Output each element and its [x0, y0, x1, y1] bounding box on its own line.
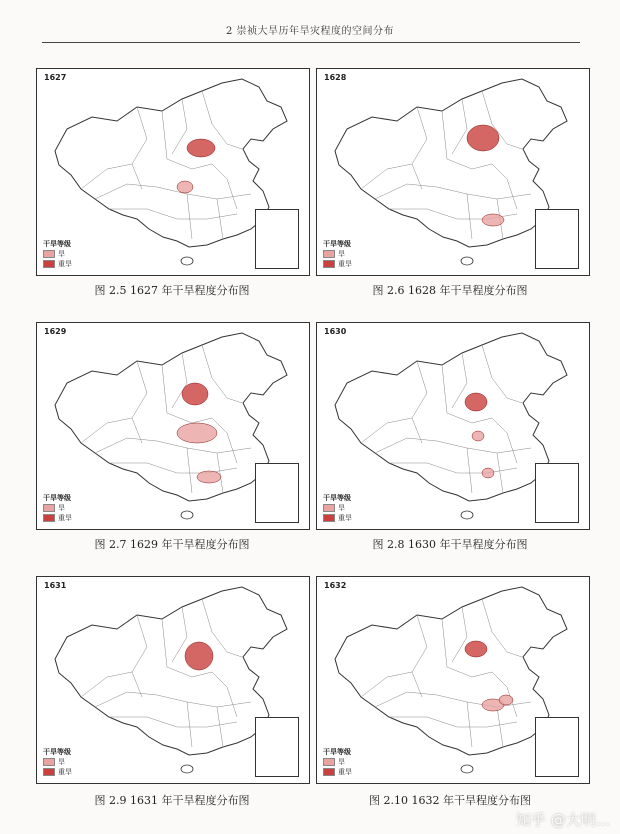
south-china-sea-inset	[535, 717, 579, 777]
country-outline	[55, 79, 287, 247]
hainan-island	[181, 257, 193, 265]
province-border	[162, 365, 237, 463]
province-border	[412, 107, 427, 189]
hainan-island	[461, 257, 473, 265]
legend-label-severe-drought: 重旱	[338, 768, 352, 776]
map-year-label: 1631	[44, 581, 67, 590]
map-legend	[323, 239, 352, 269]
legend-label-drought: 旱	[58, 250, 65, 258]
province-border	[467, 194, 472, 239]
hainan-island	[461, 511, 473, 519]
legend-swatch-drought	[43, 250, 55, 258]
map-legend	[43, 239, 72, 269]
header-rule	[42, 42, 580, 43]
watermark: 知乎 @大明...	[515, 811, 610, 829]
drought-region	[465, 641, 487, 657]
drought-region	[482, 468, 494, 478]
map-year-label: 1632	[324, 581, 347, 590]
legend-swatch-drought	[323, 250, 335, 258]
legend-title: 干旱等级	[323, 240, 351, 248]
legend-label-severe-drought: 重旱	[338, 260, 352, 268]
map-legend	[43, 747, 72, 777]
province-border	[389, 717, 517, 727]
map-panel-1630	[316, 322, 590, 530]
drought-region	[187, 139, 215, 157]
south-china-sea-inset	[255, 717, 299, 777]
country-outline	[335, 333, 567, 501]
province-border	[217, 707, 223, 747]
legend-swatch-drought	[323, 504, 335, 512]
province-border	[187, 194, 192, 239]
province-border	[412, 361, 427, 443]
hainan-island	[461, 765, 473, 773]
drought-region	[177, 181, 193, 193]
legend-label-drought: 旱	[338, 504, 345, 512]
south-china-sea-inset	[535, 463, 579, 523]
legend-title: 干旱等级	[323, 748, 351, 756]
province-border	[389, 463, 517, 473]
legend-swatch-severe-drought	[323, 768, 335, 776]
drought-region	[185, 642, 213, 670]
province-border	[482, 345, 522, 403]
legend-title: 干旱等级	[43, 240, 71, 248]
south-china-sea-inset	[535, 209, 579, 269]
province-border	[375, 184, 531, 199]
map-caption: 图 2.8 1630 年干旱程度分布图	[372, 538, 528, 551]
legend-label-drought: 旱	[338, 758, 345, 766]
map-year-label: 1630	[324, 327, 347, 336]
province-border	[172, 99, 187, 154]
legend-swatch-severe-drought	[43, 514, 55, 522]
drought-region	[467, 125, 499, 151]
province-border	[172, 607, 187, 662]
province-border	[109, 717, 237, 727]
map-panel-1629	[36, 322, 310, 530]
province-border	[187, 702, 192, 747]
running-header: 2 崇祯大旱历年旱灾程度的空间分布	[225, 26, 395, 37]
map-year-label: 1629	[44, 327, 67, 336]
province-border	[497, 453, 503, 493]
legend-swatch-drought	[43, 504, 55, 512]
province-border	[109, 209, 237, 219]
province-border	[217, 199, 223, 239]
legend-label-severe-drought: 重旱	[58, 768, 72, 776]
legend-label-severe-drought: 重旱	[58, 260, 72, 268]
country-outline	[335, 79, 567, 247]
south-china-sea-inset	[255, 209, 299, 269]
province-border	[452, 353, 467, 408]
drought-region	[472, 431, 484, 441]
province-border	[452, 607, 467, 662]
province-border	[162, 111, 237, 209]
legend-label-drought: 旱	[58, 758, 65, 766]
legend-label-drought: 旱	[58, 504, 65, 512]
legend-swatch-drought	[43, 758, 55, 766]
province-border	[95, 184, 251, 199]
legend-label-severe-drought: 重旱	[58, 514, 72, 522]
province-border	[497, 707, 503, 747]
drought-region	[482, 214, 504, 226]
province-border	[132, 615, 147, 697]
country-outline	[55, 333, 287, 501]
province-border	[132, 361, 147, 443]
legend-title: 干旱等级	[43, 494, 71, 502]
map-caption: 图 2.9 1631 年干旱程度分布图	[94, 794, 250, 807]
legend-label-severe-drought: 重旱	[338, 514, 352, 522]
legend-swatch-drought	[323, 758, 335, 766]
province-border	[467, 448, 472, 493]
drought-region	[465, 393, 487, 411]
province-border	[187, 448, 192, 493]
drought-region	[499, 695, 513, 705]
province-border	[452, 99, 467, 154]
province-border	[95, 692, 251, 707]
south-china-sea-inset	[255, 463, 299, 523]
country-outline	[335, 587, 567, 755]
drought-region	[177, 423, 217, 443]
map-caption: 图 2.5 1627 年干旱程度分布图	[94, 284, 250, 297]
map-year-label: 1627	[44, 73, 67, 82]
map-caption: 图 2.7 1629 年干旱程度分布图	[94, 538, 250, 551]
province-border	[109, 463, 237, 473]
legend-swatch-severe-drought	[43, 768, 55, 776]
province-border	[412, 615, 427, 697]
province-border	[132, 107, 147, 189]
country-outline	[55, 587, 287, 755]
drought-region	[197, 471, 221, 483]
map-panel-1631	[36, 576, 310, 784]
legend-swatch-severe-drought	[43, 260, 55, 268]
legend-title: 干旱等级	[323, 494, 351, 502]
map-panel-1627	[36, 68, 310, 276]
map-panel-1632	[316, 576, 590, 784]
map-year-label: 1628	[324, 73, 347, 82]
province-border	[482, 599, 522, 657]
hainan-island	[181, 765, 193, 773]
province-border	[375, 438, 531, 453]
province-border	[442, 365, 517, 463]
province-border	[467, 702, 472, 747]
drought-region	[182, 383, 208, 405]
legend-swatch-severe-drought	[323, 260, 335, 268]
map-caption: 图 2.10 1632 年干旱程度分布图	[369, 794, 531, 807]
legend-swatch-severe-drought	[323, 514, 335, 522]
map-legend	[323, 747, 352, 777]
hainan-island	[181, 511, 193, 519]
legend-label-drought: 旱	[338, 250, 345, 258]
map-panel-1628	[316, 68, 590, 276]
map-legend	[323, 493, 352, 523]
map-legend	[43, 493, 72, 523]
legend-title: 干旱等级	[43, 748, 71, 756]
map-caption: 图 2.6 1628 年干旱程度分布图	[372, 284, 528, 297]
province-border	[95, 438, 251, 453]
